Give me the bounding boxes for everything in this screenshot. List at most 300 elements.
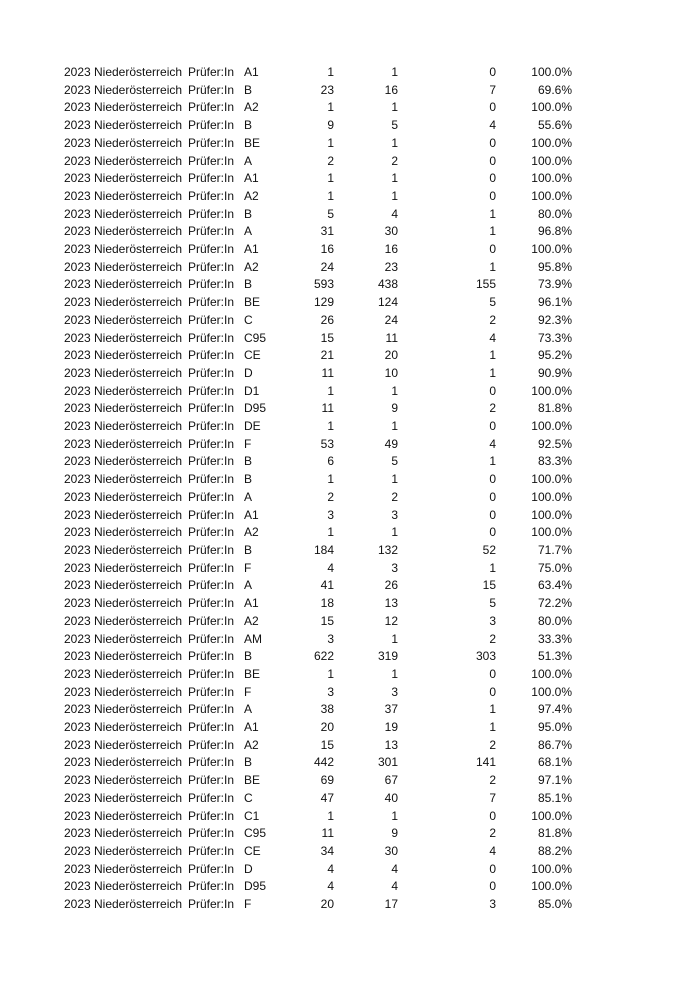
cell-region: Niederösterreich	[94, 206, 183, 221]
cell-total: 18	[320, 596, 334, 611]
cell-region: Niederösterreich	[94, 171, 183, 186]
table-row	[64, 117, 572, 135]
cell-total: 15	[320, 613, 334, 628]
cell-failed: 0	[489, 171, 496, 186]
cell-role: Prüfer:In	[188, 790, 235, 805]
cell-passed: 19	[384, 720, 398, 735]
table-row	[64, 453, 572, 471]
cell-role: Prüfer:In	[188, 560, 235, 575]
cell-year: 2023	[64, 135, 91, 150]
cell-role: Prüfer:In	[188, 472, 235, 487]
cell-year: 2023	[64, 472, 91, 487]
cell-year: 2023	[64, 82, 91, 97]
cell-licence-class: AM	[244, 631, 262, 646]
cell-failed: 0	[489, 100, 496, 115]
cell-region: Niederösterreich	[94, 525, 183, 540]
cell-role: Prüfer:In	[188, 436, 235, 451]
cell-total: 15	[320, 330, 334, 345]
cell-region: Niederösterreich	[94, 295, 183, 310]
cell-year: 2023	[64, 596, 91, 611]
cell-pass-rate: 95.8%	[537, 259, 572, 274]
cell-licence-class: D1	[244, 383, 260, 398]
cell-pass-rate: 33.3%	[537, 631, 572, 646]
spreadsheet-page	[64, 64, 584, 914]
cell-passed: 16	[384, 82, 398, 97]
cell-region: Niederösterreich	[94, 826, 183, 841]
table-row	[64, 861, 572, 879]
cell-role: Prüfer:In	[188, 578, 235, 593]
cell-year: 2023	[64, 773, 91, 788]
cell-total: 15	[320, 737, 334, 752]
cell-passed: 13	[384, 737, 398, 752]
cell-licence-class: F	[244, 436, 252, 451]
cell-year: 2023	[64, 312, 91, 327]
cell-year: 2023	[64, 454, 91, 469]
cell-passed: 3	[391, 684, 398, 699]
cell-region: Niederösterreich	[94, 578, 183, 593]
cell-role: Prüfer:In	[188, 295, 235, 310]
cell-role: Prüfer:In	[188, 808, 235, 823]
cell-total: 41	[320, 578, 334, 593]
cell-total: 2	[327, 153, 334, 168]
cell-failed: 0	[489, 419, 496, 434]
cell-region: Niederösterreich	[94, 312, 183, 327]
cell-pass-rate: 63.4%	[537, 578, 572, 593]
cell-licence-class: A1	[244, 65, 259, 79]
cell-total: 34	[320, 843, 334, 858]
cell-pass-rate: 86.7%	[537, 737, 572, 752]
table-row	[64, 471, 572, 489]
cell-region: Niederösterreich	[94, 118, 183, 133]
table-row	[64, 507, 572, 525]
cell-licence-class: A1	[244, 720, 259, 735]
table-row	[64, 772, 572, 790]
cell-failed: 0	[489, 666, 496, 681]
cell-licence-class: C	[244, 790, 253, 805]
cell-pass-rate: 85.1%	[537, 790, 572, 805]
cell-role: Prüfer:In	[188, 171, 235, 186]
cell-total: 21	[320, 348, 334, 363]
cell-failed: 0	[489, 879, 496, 894]
cell-total: 1	[327, 135, 334, 150]
cell-licence-class: B	[244, 755, 253, 770]
cell-licence-class: B	[244, 277, 253, 292]
cell-total: 23	[320, 82, 334, 97]
cell-year: 2023	[64, 118, 91, 133]
cell-licence-class: F	[244, 560, 252, 575]
cell-role: Prüfer:In	[188, 383, 235, 398]
cell-total: 129	[313, 295, 334, 310]
table-row	[64, 294, 572, 312]
cell-year: 2023	[64, 206, 91, 221]
cell-pass-rate: 100.0%	[531, 242, 572, 257]
cell-role: Prüfer:In	[188, 82, 235, 97]
cell-total: 1	[327, 419, 334, 434]
cell-year: 2023	[64, 365, 91, 380]
cell-role: Prüfer:In	[188, 65, 235, 79]
cell-licence-class: D95	[244, 401, 267, 416]
table-row	[64, 170, 572, 188]
table-row	[64, 241, 572, 259]
cell-failed: 4	[489, 436, 496, 451]
cell-total: 442	[313, 755, 334, 770]
table-row	[64, 64, 572, 82]
cell-pass-rate: 55.6%	[537, 118, 572, 133]
cell-region: Niederösterreich	[94, 507, 183, 522]
cell-passed: 1	[391, 100, 398, 115]
cell-total: 47	[320, 790, 334, 805]
cell-pass-rate: 100.0%	[531, 188, 572, 203]
cell-total: 6	[327, 454, 334, 469]
cell-licence-class: A2	[244, 613, 259, 628]
table-row	[64, 843, 572, 861]
table-row	[64, 383, 572, 401]
cell-region: Niederösterreich	[94, 365, 183, 380]
cell-total: 24	[320, 259, 334, 274]
table-row	[64, 631, 572, 649]
cell-total: 2	[327, 489, 334, 504]
cell-licence-class: BE	[244, 666, 261, 681]
cell-region: Niederösterreich	[94, 737, 183, 752]
cell-passed: 132	[377, 542, 398, 557]
cell-region: Niederösterreich	[94, 596, 183, 611]
cell-licence-class: A2	[244, 737, 259, 752]
table-row	[64, 489, 572, 507]
cell-failed: 7	[489, 790, 496, 805]
table-row	[64, 560, 572, 578]
cell-passed: 1	[391, 171, 398, 186]
cell-total: 593	[313, 277, 334, 292]
cell-failed: 0	[489, 489, 496, 504]
cell-passed: 1	[391, 419, 398, 434]
cell-region: Niederösterreich	[94, 348, 183, 363]
cell-licence-class: CE	[244, 348, 261, 363]
table-row	[64, 276, 572, 294]
cell-pass-rate: 88.2%	[537, 843, 572, 858]
cell-failed: 0	[489, 808, 496, 823]
cell-role: Prüfer:In	[188, 843, 235, 858]
cell-year: 2023	[64, 419, 91, 434]
cell-region: Niederösterreich	[94, 259, 183, 274]
cell-failed: 2	[489, 737, 496, 752]
cell-pass-rate: 100.0%	[531, 507, 572, 522]
cell-failed: 4	[489, 118, 496, 133]
cell-role: Prüfer:In	[188, 879, 235, 894]
cell-region: Niederösterreich	[94, 542, 183, 557]
cell-passed: 1	[391, 525, 398, 540]
cell-year: 2023	[64, 613, 91, 628]
cell-year: 2023	[64, 383, 91, 398]
exam-results-table	[64, 64, 572, 914]
cell-year: 2023	[64, 631, 91, 646]
cell-failed: 0	[489, 684, 496, 699]
cell-failed: 5	[489, 295, 496, 310]
cell-failed: 2	[489, 631, 496, 646]
cell-licence-class: BE	[244, 295, 261, 310]
cell-region: Niederösterreich	[94, 720, 183, 735]
cell-failed: 2	[489, 401, 496, 416]
table-row	[64, 259, 572, 277]
cell-year: 2023	[64, 790, 91, 805]
cell-passed: 67	[384, 773, 398, 788]
table-row	[64, 365, 572, 383]
cell-passed: 17	[384, 897, 398, 912]
cell-passed: 30	[384, 843, 398, 858]
cell-licence-class: A	[244, 578, 253, 593]
cell-failed: 0	[489, 65, 496, 79]
cell-passed: 4	[391, 206, 398, 221]
table-row	[64, 648, 572, 666]
cell-year: 2023	[64, 224, 91, 239]
cell-role: Prüfer:In	[188, 100, 235, 115]
cell-year: 2023	[64, 897, 91, 912]
cell-failed: 2	[489, 312, 496, 327]
cell-total: 11	[321, 826, 334, 841]
cell-role: Prüfer:In	[188, 401, 235, 416]
cell-pass-rate: 81.8%	[537, 401, 572, 416]
table-row	[64, 436, 572, 454]
cell-year: 2023	[64, 65, 91, 79]
cell-role: Prüfer:In	[188, 861, 235, 876]
table-row	[64, 347, 572, 365]
cell-region: Niederösterreich	[94, 135, 183, 150]
cell-licence-class: D95	[244, 879, 267, 894]
cell-year: 2023	[64, 720, 91, 735]
cell-failed: 1	[489, 365, 496, 380]
cell-passed: 1	[391, 65, 398, 79]
cell-pass-rate: 100.0%	[531, 489, 572, 504]
cell-pass-rate: 100.0%	[531, 100, 572, 115]
table-row	[64, 330, 572, 348]
cell-passed: 24	[384, 312, 398, 327]
cell-licence-class: BE	[244, 135, 261, 150]
cell-role: Prüfer:In	[188, 826, 235, 841]
cell-passed: 301	[377, 755, 398, 770]
cell-year: 2023	[64, 153, 91, 168]
cell-region: Niederösterreich	[94, 702, 183, 717]
cell-passed: 12	[384, 613, 398, 628]
cell-pass-rate: 68.1%	[537, 755, 572, 770]
cell-passed: 3	[391, 507, 398, 522]
cell-licence-class: C95	[244, 826, 267, 841]
cell-licence-class: A	[244, 153, 253, 168]
cell-role: Prüfer:In	[188, 312, 235, 327]
cell-role: Prüfer:In	[188, 242, 235, 257]
cell-year: 2023	[64, 100, 91, 115]
cell-passed: 40	[384, 790, 398, 805]
cell-passed: 37	[384, 702, 398, 717]
cell-passed: 26	[384, 578, 398, 593]
table-row	[64, 613, 572, 631]
cell-passed: 319	[377, 649, 398, 664]
cell-year: 2023	[64, 755, 91, 770]
cell-licence-class: A1	[244, 507, 259, 522]
cell-pass-rate: 100.0%	[531, 65, 572, 79]
cell-passed: 30	[384, 224, 398, 239]
cell-licence-class: A2	[244, 259, 259, 274]
table-row	[64, 754, 572, 772]
cell-total: 1	[327, 65, 334, 79]
cell-total: 1	[327, 666, 334, 681]
cell-region: Niederösterreich	[94, 666, 183, 681]
cell-year: 2023	[64, 843, 91, 858]
table-row	[64, 153, 572, 171]
cell-licence-class: A1	[244, 171, 259, 186]
cell-total: 69	[320, 773, 334, 788]
cell-role: Prüfer:In	[188, 542, 235, 557]
cell-total: 4	[327, 879, 334, 894]
cell-failed: 155	[475, 277, 496, 292]
cell-failed: 0	[489, 153, 496, 168]
table-row	[64, 418, 572, 436]
cell-failed: 0	[489, 507, 496, 522]
cell-year: 2023	[64, 295, 91, 310]
cell-failed: 0	[489, 472, 496, 487]
cell-pass-rate: 100.0%	[531, 472, 572, 487]
table-row	[64, 188, 572, 206]
cell-total: 4	[327, 861, 334, 876]
cell-pass-rate: 100.0%	[531, 153, 572, 168]
cell-year: 2023	[64, 507, 91, 522]
cell-year: 2023	[64, 684, 91, 699]
cell-role: Prüfer:In	[188, 454, 235, 469]
cell-total: 31	[320, 224, 334, 239]
cell-licence-class: D	[244, 365, 253, 380]
cell-pass-rate: 95.0%	[537, 720, 572, 735]
cell-passed: 1	[391, 472, 398, 487]
table-row	[64, 896, 572, 914]
cell-failed: 1	[489, 454, 496, 469]
cell-pass-rate: 51.3%	[537, 649, 572, 664]
cell-role: Prüfer:In	[188, 596, 235, 611]
cell-passed: 11	[385, 330, 398, 345]
cell-licence-class: A2	[244, 188, 259, 203]
cell-region: Niederösterreich	[94, 649, 183, 664]
cell-failed: 52	[482, 542, 496, 557]
table-row	[64, 400, 572, 418]
cell-pass-rate: 100.0%	[531, 808, 572, 823]
cell-passed: 1	[391, 666, 398, 681]
cell-licence-class: A	[244, 224, 253, 239]
cell-pass-rate: 96.1%	[537, 295, 572, 310]
cell-pass-rate: 100.0%	[531, 383, 572, 398]
cell-passed: 4	[391, 861, 398, 876]
cell-year: 2023	[64, 879, 91, 894]
cell-passed: 2	[391, 153, 398, 168]
cell-passed: 13	[384, 596, 398, 611]
table-row	[64, 878, 572, 896]
cell-licence-class: D	[244, 861, 253, 876]
cell-total: 622	[313, 649, 334, 664]
cell-pass-rate: 72.2%	[537, 596, 572, 611]
cell-pass-rate: 73.3%	[537, 330, 572, 345]
cell-region: Niederösterreich	[94, 755, 183, 770]
cell-passed: 20	[384, 348, 398, 363]
cell-licence-class: C1	[244, 808, 260, 823]
table-row	[64, 808, 572, 826]
cell-year: 2023	[64, 542, 91, 557]
cell-failed: 2	[489, 826, 496, 841]
cell-licence-class: A2	[244, 100, 259, 115]
cell-role: Prüfer:In	[188, 259, 235, 274]
cell-passed: 5	[391, 454, 398, 469]
table-body	[64, 64, 572, 914]
cell-total: 20	[320, 720, 334, 735]
cell-role: Prüfer:In	[188, 348, 235, 363]
cell-licence-class: A	[244, 489, 253, 504]
cell-region: Niederösterreich	[94, 489, 183, 504]
cell-passed: 9	[391, 826, 398, 841]
cell-pass-rate: 90.9%	[537, 365, 572, 380]
cell-total: 11	[321, 401, 334, 416]
cell-total: 9	[327, 118, 334, 133]
cell-role: Prüfer:In	[188, 755, 235, 770]
cell-failed: 0	[489, 383, 496, 398]
cell-role: Prüfer:In	[188, 330, 235, 345]
cell-year: 2023	[64, 171, 91, 186]
cell-failed: 0	[489, 135, 496, 150]
cell-year: 2023	[64, 330, 91, 345]
cell-failed: 1	[489, 560, 496, 575]
cell-passed: 9	[391, 401, 398, 416]
cell-passed: 1	[391, 135, 398, 150]
cell-pass-rate: 96.8%	[537, 224, 572, 239]
cell-passed: 5	[391, 118, 398, 133]
cell-role: Prüfer:In	[188, 720, 235, 735]
cell-role: Prüfer:In	[188, 684, 235, 699]
cell-failed: 4	[489, 330, 496, 345]
cell-region: Niederösterreich	[94, 790, 183, 805]
cell-pass-rate: 75.0%	[537, 560, 572, 575]
cell-region: Niederösterreich	[94, 100, 183, 115]
cell-role: Prüfer:In	[188, 188, 235, 203]
cell-role: Prüfer:In	[188, 666, 235, 681]
cell-pass-rate: 100.0%	[531, 861, 572, 876]
cell-pass-rate: 97.1%	[537, 773, 572, 788]
cell-year: 2023	[64, 525, 91, 540]
cell-licence-class: A1	[244, 596, 259, 611]
cell-pass-rate: 95.2%	[537, 348, 572, 363]
cell-total: 3	[327, 631, 334, 646]
cell-region: Niederösterreich	[94, 560, 183, 575]
cell-year: 2023	[64, 277, 91, 292]
cell-total: 5	[327, 206, 334, 221]
cell-region: Niederösterreich	[94, 242, 183, 257]
cell-year: 2023	[64, 242, 91, 257]
cell-failed: 5	[489, 596, 496, 611]
cell-failed: 1	[489, 720, 496, 735]
cell-failed: 1	[489, 224, 496, 239]
cell-licence-class: A2	[244, 525, 259, 540]
table-row	[64, 577, 572, 595]
cell-total: 26	[320, 312, 334, 327]
cell-total: 1	[327, 808, 334, 823]
table-row	[64, 737, 572, 755]
cell-failed: 4	[489, 843, 496, 858]
table-row	[64, 542, 572, 560]
cell-licence-class: B	[244, 454, 253, 469]
cell-licence-class: C95	[244, 330, 267, 345]
cell-total: 1	[327, 171, 334, 186]
table-row	[64, 82, 572, 100]
cell-total: 1	[327, 383, 334, 398]
cell-role: Prüfer:In	[188, 897, 235, 912]
cell-region: Niederösterreich	[94, 613, 183, 628]
cell-failed: 2	[489, 773, 496, 788]
cell-year: 2023	[64, 436, 91, 451]
cell-failed: 141	[475, 755, 496, 770]
cell-total: 11	[321, 365, 334, 380]
